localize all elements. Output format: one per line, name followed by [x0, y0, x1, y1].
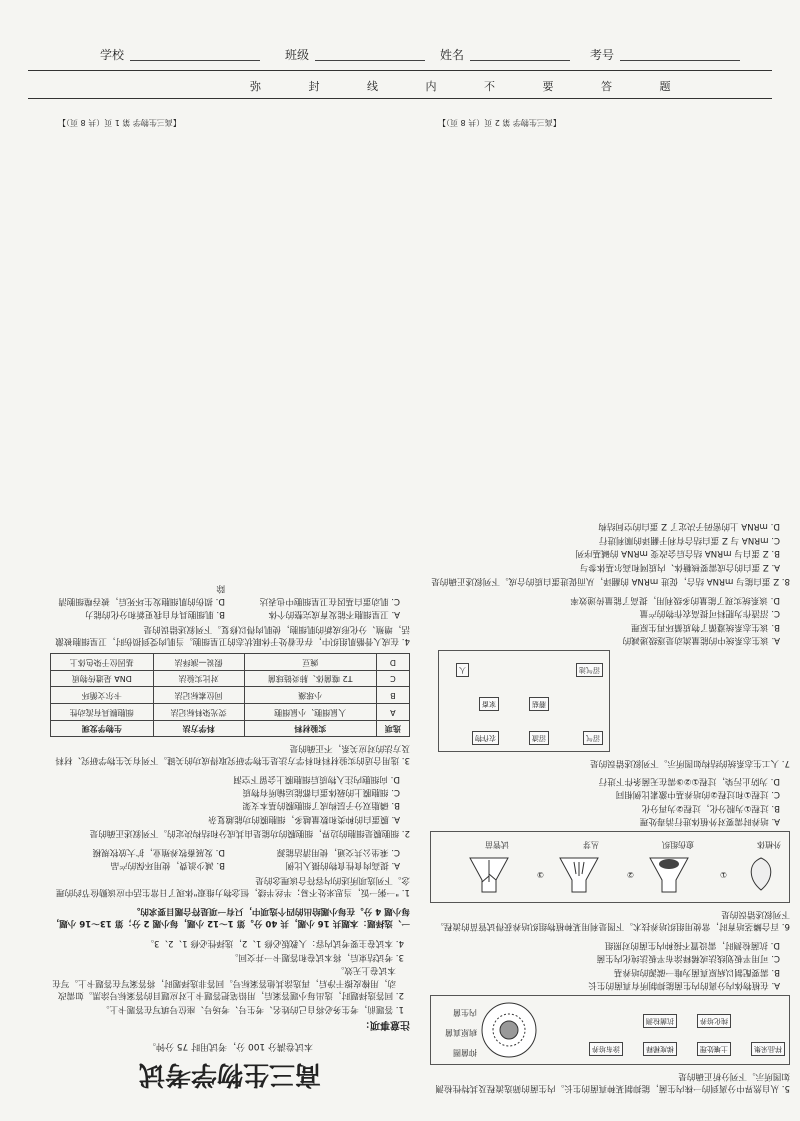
- exam-title: 高三生物学考试: [139, 1059, 322, 1089]
- table-cell: 细胞膜具有流动性: [51, 703, 154, 720]
- table-cell: 卡尔文循环: [51, 687, 154, 704]
- exam-no-line[interactable]: [620, 60, 740, 61]
- callus-flask-icon: [644, 854, 694, 894]
- plantlet-flask-icon: [464, 854, 514, 894]
- exam-no-label: 考号: [590, 48, 615, 62]
- table-cell: A: [376, 703, 409, 720]
- option-b[interactable]: B. 该生态系统遵循了物质循环再生原理: [631, 621, 780, 632]
- table-cell: 小球藻: [244, 687, 376, 704]
- table-header-row: [51, 720, 410, 737]
- name-line[interactable]: [470, 60, 570, 61]
- question-4-options-row: [50, 608, 400, 620]
- table-cell: B: [376, 687, 409, 704]
- table-row[interactable]: [51, 687, 410, 704]
- question-3-table: [50, 653, 410, 737]
- question-2-stem: 2. 细胞膜是细胞的边界，细胞膜的功能是由其成分和结构决定的。下列叙述正确的是: [89, 828, 410, 839]
- petri-dish-diagram: [479, 1000, 539, 1060]
- option-b[interactable]: B. Z 蛋白与 mRNA 结合后会改变 mRNA 的碱基序列: [575, 548, 780, 559]
- arrow-label: ①: [719, 870, 727, 880]
- option-d[interactable]: D. 为防止污染，过程①②③需在无菌条件下进行: [598, 776, 780, 787]
- ecosystem-node: 沼气池: [576, 663, 603, 677]
- class-line[interactable]: [315, 60, 425, 61]
- flow-step: 样品采集: [751, 1042, 785, 1056]
- option-c[interactable]: C. 乘坐公共交通，使用清洁能源: [276, 846, 400, 857]
- page-2: [430, 110, 790, 1100]
- option-a[interactable]: A. 卫星细胞不能发育成完整的个体: [268, 609, 400, 620]
- exam-header: [0, 0, 800, 100]
- bulb-icon: [741, 854, 781, 894]
- question-7-figure: [438, 650, 610, 752]
- table-cell: 豌豆: [244, 654, 376, 671]
- option-a[interactable]: A. 该生态系统中的能量流动是逐级递减的: [622, 635, 780, 646]
- seal-line-text: 弥 封 线 内 不 要 答 题: [250, 80, 693, 93]
- fig-label: 病原真菌: [445, 1028, 477, 1038]
- option-a[interactable]: A. 提高肉食性食物的摄入比例: [285, 860, 400, 871]
- table-header: 生物学发现: [51, 720, 154, 737]
- option-d[interactable]: D. 向细胞内注入物质后细胞膜上会留下空洞: [233, 773, 400, 784]
- notice-item: 3. 考试结束后，将本试卷和答题卡一并交回。: [229, 951, 404, 962]
- ecosystem-node: 农作物: [472, 731, 499, 745]
- table-cell: 对比实验法: [153, 670, 244, 687]
- flow-step: 纯化培养: [697, 1014, 731, 1028]
- question-1-options-row: [50, 845, 400, 857]
- arrow-label: ②: [626, 870, 634, 880]
- option-b[interactable]: B. 磷脂双分子层构成了细胞膜的基本支架: [242, 800, 400, 811]
- flow-step: 涂布培养: [589, 1042, 623, 1056]
- ecosystem-node: 沼渣: [529, 731, 549, 745]
- school-line[interactable]: [130, 60, 260, 61]
- table-cell: 荧光染料标记法: [153, 703, 244, 720]
- ecosystem-node: 蘑菇: [529, 697, 549, 711]
- page-1: [50, 110, 410, 1100]
- table-row[interactable]: [51, 703, 410, 720]
- rotated-exam-sheet: [30, 110, 790, 1100]
- question-4-stem: 4. 在成人骨骼肌组织中，存在着处于休眠状态的卫星细胞。当肌肉受到损伤时，卫星细胞被激活，增殖、分化形成新的肌细胞，使肌肉得以修复。下列叙述错误的是: [55, 623, 410, 647]
- school-label: 学校: [100, 48, 125, 62]
- option-b[interactable]: B. 需要配制以病原真菌为唯一碳源的培养基: [613, 966, 780, 977]
- name-label: 姓名: [440, 48, 465, 62]
- question-4-options-row: [50, 582, 400, 607]
- option-d[interactable]: D. mRNA 上的密码子决定了 Z 蛋白的空间结构: [598, 521, 780, 532]
- table-cell: 假说—演绎法: [153, 654, 244, 671]
- question-5-figure: [430, 995, 790, 1065]
- question-8-stem: 8. Z 蛋白能与 mRNA 结合，促进 mRNA 的翻译，从而促进蛋白质的合成。下列叙述正确的是: [431, 576, 790, 587]
- question-1-stem: 1. "一粥一饭，当思来处不易；半丝半缕，恒念物力维艰"体现了日常生活中应该勤俭节约的理念。下列选项所述的内容符合该理念的是: [56, 874, 410, 898]
- option-d[interactable]: D. 发展畜牧养殖业，扩大放牧规模: [92, 846, 225, 857]
- ecosystem-node: 人: [456, 663, 469, 677]
- option-d[interactable]: D. 该系统实现了能量的多级利用，提高了能量传递效率: [570, 594, 780, 605]
- option-c[interactable]: C. 细胞膜上的载体蛋白都能运输所有物质: [242, 786, 400, 797]
- notice-item: 4. 本试卷主要考试内容：人教版必修 1、2，选择性必修 1、2、3。: [145, 938, 404, 949]
- page-1-footer: 【高三生物学 第 1 页（共 8 页）】: [58, 117, 181, 127]
- option-d[interactable]: D. 抗菌检测时，需设置不接种内生菌的对照组: [604, 939, 780, 950]
- option-d[interactable]: D. 损伤的肌细胞发生坏死后，被吞噬细胞清除: [58, 583, 225, 606]
- option-b[interactable]: B. 减少浪费，使用环保的产品: [110, 860, 225, 871]
- page-2-footer: 【高三生物学 第 2 页（共 8 页）】: [438, 117, 561, 127]
- option-b[interactable]: B. 过程①为脱分化，过程②为再分化: [641, 802, 780, 813]
- question-3-stem: 3. 选用合适的实验材料和科学方法是生物学研究取得成功的关键。下列有关生物学研究、材料及方法的对应关系，不正确的是: [55, 742, 410, 766]
- question-1-options-row: [50, 859, 400, 871]
- flow-step: 抗菌检测: [643, 1014, 677, 1028]
- notice-item: 2. 回答选择题时，选出每小题答案后，用铅笔把答题卡上对应题目的答案标号涂黑。如需改动，用橡皮擦干净后，再选涂其他答案标号。回答非选择题时，将答案写在答题卡上。写在本试卷上无效。: [52, 965, 404, 1001]
- class-label: 班级: [285, 48, 310, 62]
- option-a[interactable]: A. Z 蛋白的合成需要核糖体、内质网和高尔基体参与: [579, 561, 780, 572]
- stage-label: 愈伤组织: [662, 840, 694, 850]
- option-a[interactable]: A. 在植物体内分离的内生菌能抑制所有真菌的生长: [588, 980, 780, 991]
- question-6-stem: 6. 百合鳞茎培育时，常使用组织培养技术。下图是利用某种植物组织培养获得试管苗的流程。下列叙述错误的是: [435, 908, 790, 932]
- section-1-heading: 一、选择题：本题共 16 小题，共 40 分。第 1～12 小题，每小题 2 分；第 13～16 小题，每小题 4 分。在每小题给出的四个选项中，只有一项是符合题目要求的。: [50, 905, 410, 929]
- flow-step: 土壤处理: [697, 1042, 731, 1056]
- ecosystem-node: 家畜: [479, 697, 499, 711]
- table-cell: 基因位于染色体上: [51, 654, 154, 671]
- table-cell: 人鼠细胞、小鼠细胞: [244, 703, 376, 720]
- table-cell: C: [376, 670, 409, 687]
- stage-label: 丛芽: [583, 840, 599, 850]
- shoot-flask-icon: [554, 854, 604, 894]
- fig-label: 内生菌: [453, 1008, 477, 1018]
- table-cell: T2 噬菌体、肺炎链球菌: [244, 670, 376, 687]
- seal-top-rule: [28, 70, 772, 71]
- table-header: 实验材料: [244, 720, 376, 737]
- option-c[interactable]: C. 过程①和过程②的培养基中激素比例相同: [615, 789, 780, 800]
- notice-heading: 注意事项：: [360, 1019, 410, 1031]
- table-header: 科学方法: [153, 720, 244, 737]
- seal-bottom-rule: [28, 98, 772, 99]
- stage-label: 外植体: [757, 840, 781, 850]
- table-cell: D: [376, 654, 409, 671]
- stage-label: 试管苗: [485, 840, 509, 850]
- ecosystem-node: 沼气: [583, 731, 603, 745]
- option-c[interactable]: C. 沼渣作为肥料可提高农作物的产量: [639, 608, 780, 619]
- option-c[interactable]: C. 肌动蛋白基因在卫星细胞中也表达: [259, 595, 400, 606]
- option-a[interactable]: A. 培养时需要对外植体进行消毒处理: [639, 816, 780, 827]
- option-c[interactable]: C. 可用平板划线法或稀释涂布平板法纯化内生菌: [596, 953, 780, 964]
- table-row[interactable]: [51, 654, 410, 671]
- option-c[interactable]: C. mRNA 与 Z 蛋白结合有利于翻译的顺利进行: [598, 534, 780, 545]
- question-6-figure: [430, 831, 790, 903]
- fig-label: 抑菌圈: [453, 1048, 477, 1058]
- table-header: 选项: [376, 720, 409, 737]
- flow-step: 梯度稀释: [643, 1042, 677, 1056]
- option-b[interactable]: B. 肌细胞具有自我更新和分化的能力: [84, 609, 225, 620]
- table-cell: 同位素标记法: [153, 687, 244, 704]
- option-a[interactable]: A. 膜蛋白的种类和数量越多，细胞膜的功能越复杂: [208, 813, 400, 824]
- notice-item: 1. 答题前，考生务必将自己的姓名、考生号、考场号、座位号填写在答题卡上。: [100, 1003, 404, 1014]
- arrow-label: ③: [536, 870, 544, 880]
- exam-subtitle: 本试卷满分 100 分，考试用时 75 分钟。: [146, 1041, 314, 1052]
- question-7-stem: 7. 人工生态系统的结构如图所示。下列叙述错误的是: [590, 757, 790, 768]
- table-row[interactable]: [51, 670, 410, 687]
- table-cell: DNA 是遗传物质: [51, 670, 154, 687]
- question-5-stem: 5. 从自然界中分离到的一株内生菌，能抑制某种真菌的生长。内生菌的筛选流程及其特性检测如图所示。下列分析正确的是: [435, 1070, 790, 1093]
